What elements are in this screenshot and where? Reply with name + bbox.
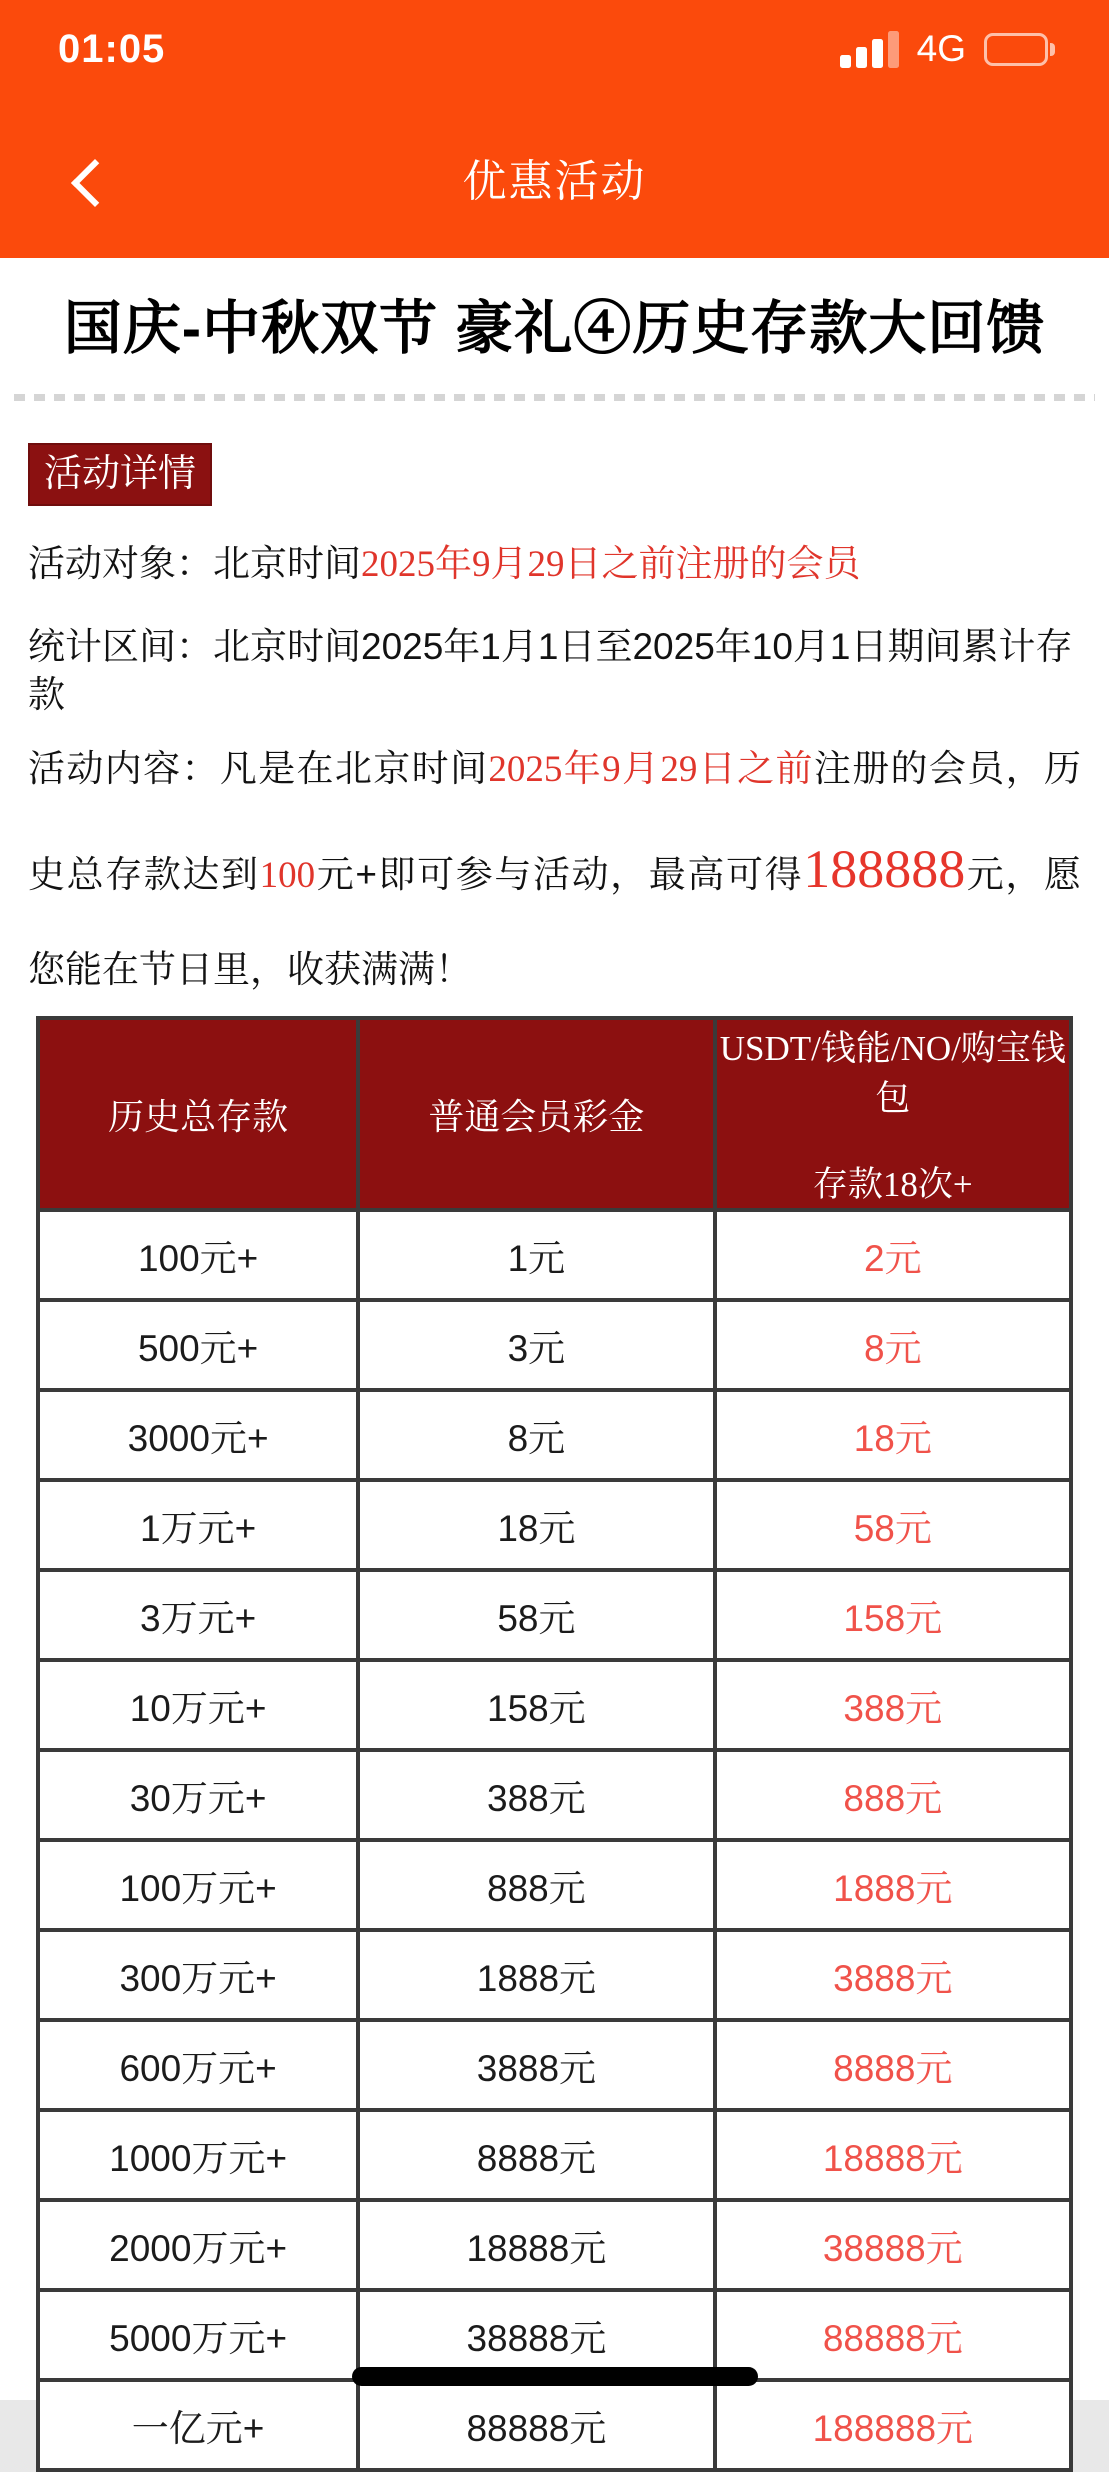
table-row [38, 2380, 1071, 2470]
table-row [38, 1390, 1071, 1480]
bonus-cell: 58元 [358, 1570, 714, 1660]
deposit-cell: 1000万元+ [38, 2110, 358, 2200]
network-type-label: 4G [916, 28, 966, 69]
signal-strength-icon [840, 30, 899, 68]
table-row [38, 1210, 1071, 1300]
promo-content [0, 290, 1109, 2472]
usdt-bonus-cell: 188888元 [715, 2380, 1071, 2470]
usdt-bonus-cell: 158元 [715, 1570, 1071, 1660]
col-header-usdt [715, 1018, 1071, 1210]
deposit-cell: 30万元+ [38, 1750, 358, 1840]
bonus-cell: 18元 [358, 1480, 714, 1570]
deposit-cell: 3000元+ [38, 1390, 358, 1480]
audience-label: 活动对象：北京时间 [28, 543, 361, 585]
usdt-bonus-cell: 38888元 [715, 2200, 1071, 2290]
bonus-cell: 38888元 [358, 2290, 714, 2380]
usdt-bonus-cell: 3888元 [715, 1930, 1071, 2020]
activity-details-badge: 活动详情 [28, 443, 212, 507]
deposit-cell: 10万元+ [38, 1660, 358, 1750]
bonus-cell: 1元 [358, 1210, 714, 1300]
table-row [38, 1660, 1071, 1750]
table-row [38, 1750, 1071, 1840]
reward-table-header [38, 1018, 1071, 1210]
bonus-cell: 8888元 [358, 2110, 714, 2200]
page-header-title: 优惠活动 [462, 157, 647, 206]
deposit-cell: 100元+ [38, 1210, 358, 1300]
table-row [38, 2110, 1071, 2200]
bonus-cell: 1888元 [358, 1930, 714, 2020]
usdt-bonus-cell: 388元 [715, 1660, 1071, 1750]
battery-icon [984, 33, 1055, 66]
content-text-1: 活动内容：凡是在北京时间 [28, 747, 489, 789]
content-min-amount: 100 [259, 854, 316, 896]
table-row [38, 1570, 1071, 1660]
content-paragraph [28, 728, 1081, 1011]
status-bar [0, 0, 1109, 80]
home-indicator[interactable] [352, 2367, 758, 2386]
reward-table [36, 1016, 1073, 2472]
deposit-cell: 一亿元+ [38, 2380, 358, 2470]
col-header-deposit: 历史总存款 [38, 1018, 358, 1210]
deposit-cell: 5000万元+ [38, 2290, 358, 2380]
content-text-3: 元+即可参与活动，最高可得 [315, 853, 804, 895]
bonus-cell: 8元 [358, 1390, 714, 1480]
content-text-2: 注册的会员，历史总存款达到 [28, 747, 1082, 895]
bonus-cell: 158元 [358, 1660, 714, 1750]
deposit-cell: 500元+ [38, 1300, 358, 1390]
table-row [38, 1480, 1071, 1570]
app-header [0, 0, 1109, 258]
col-header-bonus: 普通会员彩金 [358, 1018, 714, 1210]
deposit-cell: 600万元+ [38, 2020, 358, 2110]
deposit-cell: 300万元+ [38, 1930, 358, 2020]
usdt-bonus-cell: 58元 [715, 1480, 1071, 1570]
deposit-cell: 3万元+ [38, 1570, 358, 1660]
usdt-bonus-cell: 18元 [715, 1390, 1071, 1480]
usdt-bonus-cell: 18888元 [715, 2110, 1071, 2200]
bonus-cell: 3888元 [358, 2020, 714, 2110]
bonus-cell: 88888元 [358, 2380, 714, 2470]
table-row [38, 1930, 1071, 2020]
status-icons [840, 28, 1055, 70]
bonus-cell: 388元 [358, 1750, 714, 1840]
usdt-bonus-cell: 1888元 [715, 1840, 1071, 1930]
usdt-bonus-cell: 8元 [715, 1300, 1071, 1390]
col-header-usdt-line1: USDT/钱能/NO/购宝钱包 [719, 1029, 1066, 1119]
promo-title: 国庆-中秋双节 豪礼④历史存款大回馈 [63, 296, 1046, 361]
usdt-bonus-cell: 888元 [715, 1750, 1071, 1840]
table-row [38, 1840, 1071, 1930]
table-row [38, 2200, 1071, 2290]
audience-line [28, 540, 1081, 589]
usdt-bonus-cell: 2元 [715, 1210, 1071, 1300]
content-max-amount: 188888 [803, 838, 966, 899]
nav-bar [0, 122, 1109, 232]
clock: 01:05 [58, 26, 166, 71]
usdt-bonus-cell: 8888元 [715, 2020, 1071, 2110]
chevron-left-icon [71, 159, 119, 207]
bonus-cell: 3元 [358, 1300, 714, 1390]
deposit-cell: 2000万元+ [38, 2200, 358, 2290]
col-header-usdt-line2: 存款18次+ [812, 1165, 973, 1205]
deposit-cell: 100万元+ [38, 1840, 358, 1930]
period-line: 统计区间：北京时间2025年1月1日至2025年10月1日期间累计存款 [28, 626, 1073, 716]
usdt-bonus-cell: 88888元 [715, 2290, 1071, 2380]
bonus-cell: 888元 [358, 1840, 714, 1930]
back-button[interactable] [70, 147, 116, 207]
deposit-cell: 1万元+ [38, 1480, 358, 1570]
bonus-cell: 18888元 [358, 2200, 714, 2290]
audience-highlight: 2025年9月29日之前注册的会员 [361, 544, 861, 586]
dashed-divider [14, 394, 1095, 401]
table-row [38, 1300, 1071, 1390]
content-date-highlight: 2025年9月29日之前 [488, 748, 814, 790]
table-row [38, 2020, 1071, 2110]
content-text-4: 元，愿您能在节日里，收获满满！ [28, 853, 1081, 990]
